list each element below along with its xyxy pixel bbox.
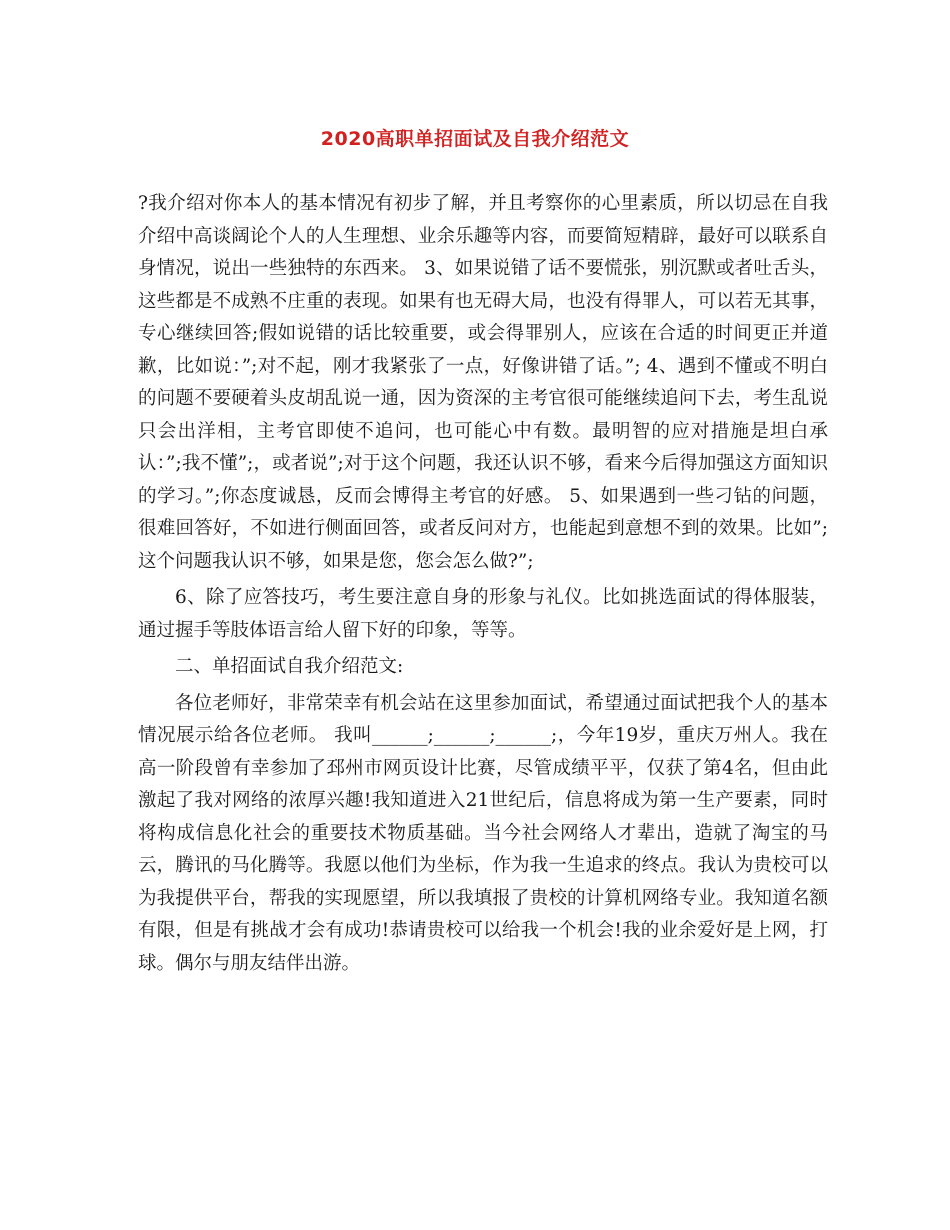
paragraph-etiquette: 6、除了应答技巧，考生要注意自身的形象与礼仪。比如挑选面试的得体服装，通过握手等肢体语言给人留下好的印象，等等。 bbox=[138, 587, 828, 641]
document-body bbox=[138, 188, 828, 980]
document-title: 2020高职单招面试及自我介绍范文 bbox=[320, 128, 630, 150]
paragraph-section-heading: 二、单招面试自我介绍范文: bbox=[175, 656, 404, 677]
paragraph-interview-tips: ?我介绍对你本人的基本情况有初步了解，并且考察你的心里素质，所以切忌在自我介绍中高谈阔论个人的人生理想、业余乐趣等内容，而要简短精辟，最好可以联系自身情况，说出一些独特的东西来。 3、如果说错了话不要慌张，别沉默或者吐舌头，这些都是不成熟不庄重的表现。如果有也无碍大局，也没有得罪人，可以若无其事，专心继续回答;假如说错的话比较重要，或会得罪别人，应该在合适的时间更正并道歉，比如说：”;对不起，刚才我紧张了一点，好像讲错了话。”; 4、遇到不懂或不明白的问题不要硬着头皮胡乱说一通，因为资深的主考官很可能继续追问下去，考生乱说只会出洋相，主考官即使不追问，也可能心中有数。最明智的应对措施是坦白承认：”;我不懂”;，或者说”;对于这个问题，我还认识不够，看来今后得加强这方面知识的学习。”;你态度诚恳，反而会博得主考官的好感。 5、如果遇到一些刁钻的问题，很难回答好，不如进行侧面回答，或者反问对方，也能起到意想不到的效果。比如”;这个问题我认识不够，如果是您，您会怎么做?”; bbox=[138, 193, 828, 572]
paragraph-self-introduction: 各位老师好，非常荣幸有机会站在这里参加面试，希望通过面试把我个人的基本情况展示给各位老师。 我叫______;______;______;，今年19岁，重庆万州人。我在高一阶段曾有幸参加了邳州市网页设计比赛，尽管成绩平平，仅获了第4名，但由此激起了我对网络的浓厚兴趣!我知道进入21世纪后，信息将成为第一生产要素，同时将构成信息化社会的重要技术物质基础。当今社会网络人才辈出，造就了淘宝的马云，腾讯的马化腾等。我愿以他们为坐标，作为我一生追求的终点。我认为贵校可以为我提供平台，帮我的实现愿望，所以我填报了贵校的计算机网络专业。我知道名额有限，但是有挑战才会有成功!恭请贵校可以给我一个机会!我的业余爱好是上网，打球。偶尔与朋友结伴出游。 bbox=[138, 692, 828, 974]
